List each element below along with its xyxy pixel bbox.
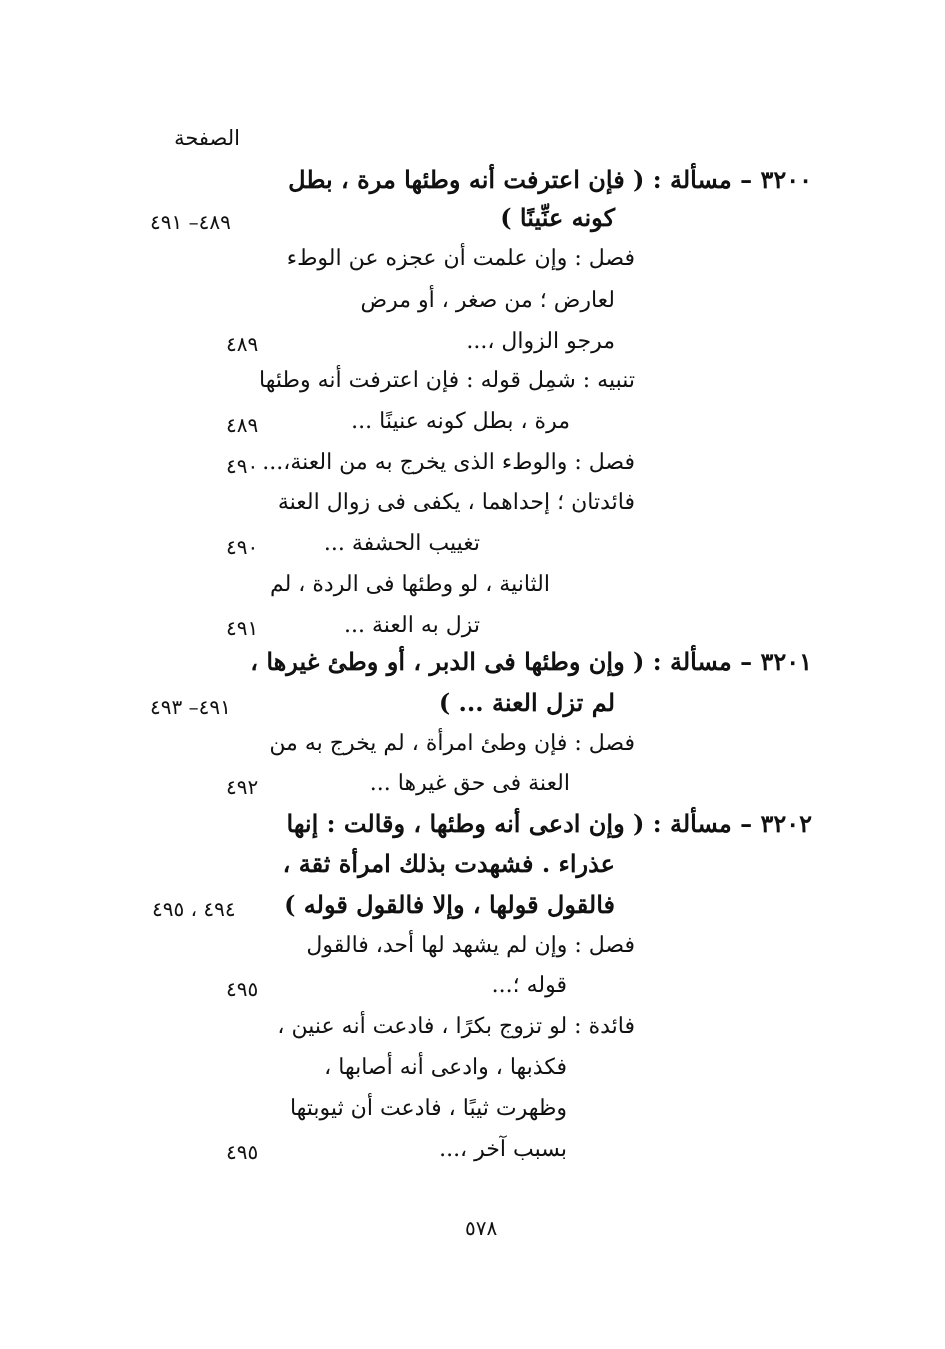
entry-line: فائدة : لو تزوج بكرًا ، فادعت أنه عنين ، [277,1014,635,1039]
entry-line: العنة فى حق غيرها ... [369,771,570,796]
entry-line: فصل : وإن علمت أن عجزه عن الوطء [286,246,635,271]
entry-line: ٣٢٠٢ – مسألة : ( وإن ادعى أنه وطئها ، وقالت : إنها [286,809,812,838]
page-ref: ٤٩٥ [226,977,259,1001]
entry-line: بسبب آخر ،... [439,1137,567,1162]
column-header-page: الصفحة [174,126,240,150]
page-number: ٥٧٨ [465,1216,498,1240]
entry-line: فائدتان ؛ إحداهما ، يكفى فى زوال العنة [277,490,635,515]
page-ref: ٤٨٩ [226,332,259,356]
entry-line: الثانية ، لو وطئها فى الردة ، لم [269,572,550,597]
page-ref: ٤٩١ [226,616,259,640]
page-ref: ٤٩١– ٤٩٣ [150,695,231,719]
entry-line: فصل : والوطء الذى يخرج به من العنة،... [262,450,635,475]
entry-line: فصل : فإن وطئ امرأة ، لم يخرج به من [269,731,635,756]
entry-line: فالقول قولها ، وإلا فالقول قوله ) [284,890,615,919]
page-ref: ٤٨٩– ٤٩١ [150,210,231,234]
page-ref: ٤٨٩ [226,413,259,437]
entry-line: تنبيه : شمِل قوله : فإن اعترفت أنه وطئها [259,368,635,393]
entry-line: لم تزل العنة ... ) [438,688,615,717]
entry-line: ٣٢٠١ – مسألة : ( وإن وطئها فى الدبر ، أو وطئ غيرها ، [250,647,812,676]
page-ref: ٤٩٠ [226,454,259,478]
entry-line: مرة ، بطل كونه عنينًا ... [351,409,570,434]
entry-line: مرجو الزوال ،... [466,329,615,354]
page-ref: ٤٩٢ [226,775,259,799]
page-ref: ٤٩٠ [226,535,259,559]
entry-line: تغييب الحشفة ... [323,531,480,556]
page-ref: ٤٩٤ ، ٤٩٥ [152,897,236,921]
entry-line: كونه عنِّينًا ) [500,203,615,232]
entry-line: فكذبها ، وادعى أنه أصابها ، [324,1055,567,1080]
entry-line: لعارض ؛ من صغر ، أو مرض [360,288,615,313]
entry-line: تزل به العنة ... [344,613,480,638]
entry-line: وظهرت ثيبًا ، فادعت أن ثيوبتها [289,1096,567,1121]
entry-line: عذراء . فشهدت بذلك امرأة ثقة ، [282,849,615,878]
page-ref: ٤٩٥ [226,1140,259,1164]
entry-line: فصل : وإن لم يشهد لها أحد، فالقول [306,933,635,958]
entry-line: ٣٢٠٠ – مسألة : ( فإن اعترفت أنه وطئها مرة ، بطل [288,165,812,194]
entry-line: قوله ؛... [491,973,567,998]
